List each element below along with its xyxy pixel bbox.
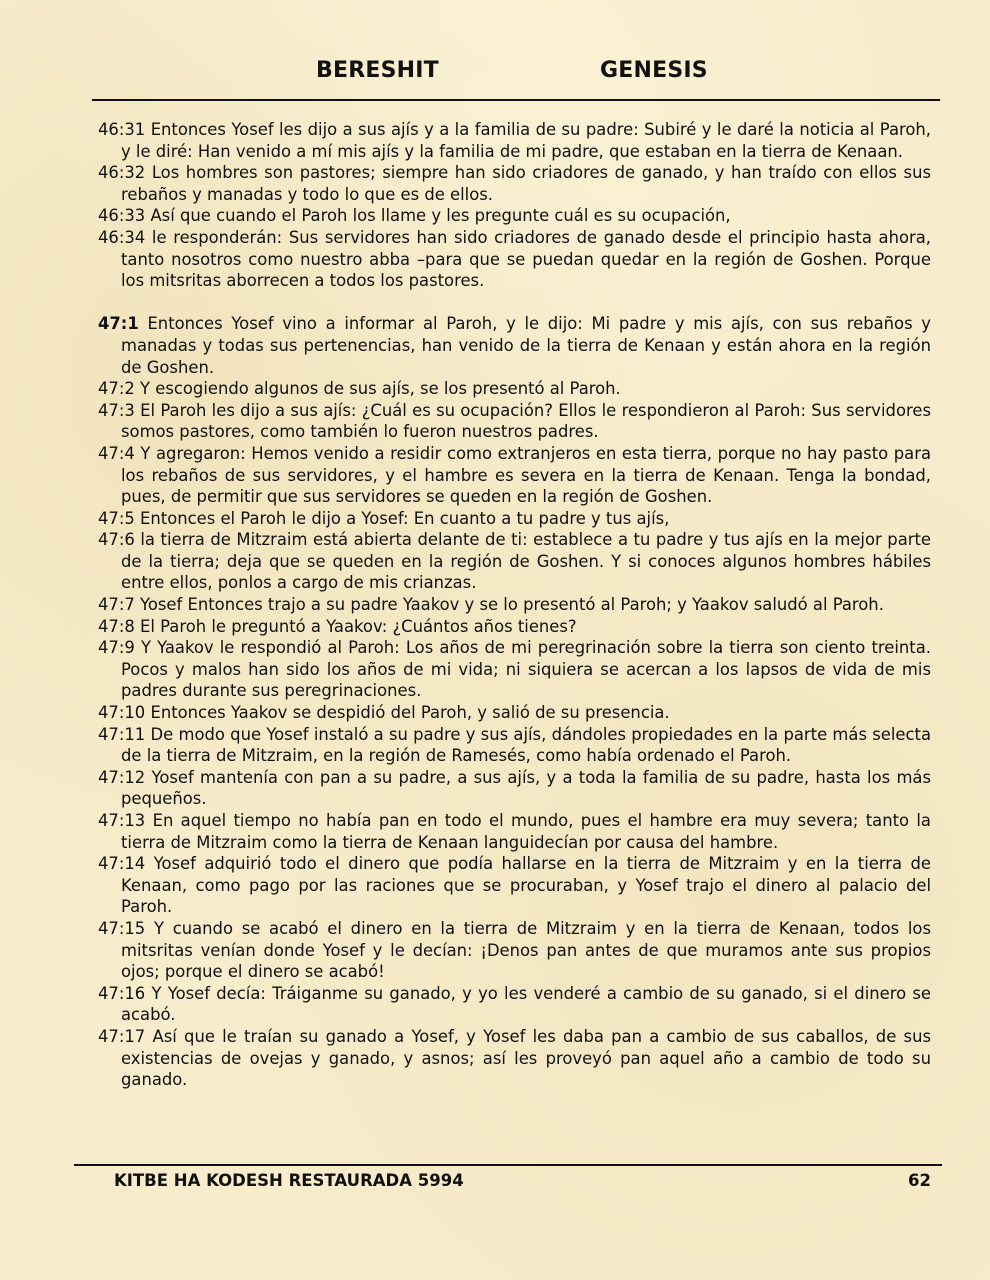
verse [98, 313, 931, 378]
verse-group-47 [98, 313, 931, 1090]
verse-text: Los hombres son pastores; siempre han sido criadores de ganado, y han traído con ellos sus rebaños y manadas y todo lo que es de ellos. [121, 163, 931, 204]
verse-text: Yosef adquirió todo el dinero que podía hallarse en la tierra de Mitzraim y en la tierra de Kenaan, como pago por las raciones que se procuraban, y Yosef trajo el dinero al palacio del Paroh. [121, 854, 931, 917]
verse-text: Y escogiendo algunos de sus ajís, se los presentó al Paroh. [140, 379, 621, 399]
verse-ref: 47:12 [98, 767, 146, 787]
verse-text: Así que le traían su ganado a Yosef, y Yosef les daba pan a cambio de sus caballos, de sus existencias de ovejas y ganado, y asnos; así les proveyó pan aquel año a cambio de todo su ganado. [121, 1026, 931, 1090]
verse-ref: 47:14 [98, 854, 146, 874]
verse-ref: 47:13 [98, 811, 146, 830]
header-right-title: GENESIS [600, 58, 708, 83]
verse-text: la tierra de Mitzraim está abierta delante de ti: establece a tu padre y tus ajís en la mejor parte de la tierra; deja que se queden en la región de Goshen. Y si conoces algunos hombres hábiles entre ellos, ponlos a cargo de mis crianzas. [121, 530, 931, 593]
verse [98, 119, 931, 162]
verse-ref: 46:31 [98, 120, 146, 139]
verse-text: Y Yaakov le respondió al Paroh: Los años de mi peregrinación sobre la tierra son ciento treinta. Pocos y malos han sido los años de mi vida; ni siquiera se acercan a los lapsos de vida de mis padres durante sus peregrinaciones. [121, 638, 931, 701]
verse-text: Y cuando se acabó el dinero en la tierra de Mitzraim y en la tierra de Kenaan, todos los mitsritas venían donde Yosef y le decían: ¡Denos pan antes de que muramos ante sus propios ojos; porque el dinero se acabó! [121, 918, 931, 982]
verse [98, 443, 931, 508]
page-header [92, 58, 940, 88]
verse-text: Entonces Yaakov se despidió del Paroh, y salió de su presencia. [150, 703, 670, 723]
verse [98, 918, 931, 983]
verse-ref: 47:11 [98, 724, 146, 744]
verse [98, 508, 931, 530]
verse [98, 378, 931, 400]
verse [98, 529, 931, 594]
verse-ref: 47:1 [98, 314, 139, 334]
verse-ref: 47:7 [98, 595, 135, 615]
verse-ref: 47:16 [98, 983, 146, 1003]
verse-text: El Paroh le preguntó a Yaakov: ¿Cuántos años tienes? [140, 616, 577, 636]
page-body [98, 119, 931, 1091]
verse-ref: 47:17 [98, 1026, 146, 1046]
verse [98, 1026, 931, 1091]
verse-ref: 47:5 [98, 508, 135, 528]
verse-ref: 47:9 [98, 638, 135, 658]
verse-text: El Paroh les dijo a sus ajís: ¿Cuál es su ocupación? Ellos le respondieron al Paroh: Sus servidores somos pastores, como también lo fueron nuestros padres. [121, 400, 931, 442]
verse [98, 594, 931, 616]
verse [98, 227, 931, 292]
footer-title: KITBE HA KODESH RESTAURADA 5994 [114, 1171, 464, 1190]
verse-ref: 47:8 [98, 616, 135, 636]
verse [98, 983, 931, 1026]
verse [98, 162, 931, 205]
verse-text: En aquel tiempo no había pan en todo el mundo, pues el hambre era muy severa; tanto la tierra de Mitzraim como la tierra de Kenaan languidecían por causa del hambre. [121, 811, 931, 852]
verse [98, 724, 931, 767]
verse-text: Entonces Yosef les dijo a sus ajís y a la familia de su padre: Subiré y le daré la noticia al Paroh, y le diré: Han venido a mí mis ajís y la familia de mi padre, que estaban en la tierra de Kenaan. [121, 120, 931, 161]
verse [98, 767, 931, 810]
verse-text: Y Yosef decía: Tráiganme su ganado, y yo les venderé a cambio de su ganado, si el dinero se acabó. [121, 983, 931, 1025]
verse [98, 810, 931, 853]
verse-text: De modo que Yosef instaló a su padre y sus ajís, dándoles propiedades en la parte más selecta de la tierra de Mitzraim, en la región de Ramesés, como había ordenado el Paroh. [121, 724, 931, 766]
verse-ref: 47:10 [98, 703, 146, 723]
verse [98, 702, 931, 724]
verse [98, 616, 931, 638]
verse-text: Yosef Entonces trajo a su padre Yaakov y se lo presentó al Paroh; y Yaakov saludó al Paroh. [140, 595, 884, 615]
paragraph-gap [98, 292, 931, 314]
verse-text: Yosef mantenía con pan a su padre, a sus ajís, y a toda la familia de su padre, hasta los más pequeños. [121, 767, 931, 809]
verse-ref: 47:2 [98, 379, 135, 399]
page-number: 62 [908, 1171, 931, 1190]
verse-group-46 [98, 119, 931, 292]
verse-ref: 46:34 [98, 227, 146, 247]
header-rule [92, 99, 940, 101]
verse [98, 205, 931, 227]
header-left-title: BERESHIT [316, 58, 439, 83]
verse-text: Así que cuando el Paroh los llame y les pregunte cuál es su ocupación, [150, 206, 731, 226]
verse-ref: 47:3 [98, 400, 135, 420]
verse-text: le responderán: Sus servidores han sido criadores de ganado desde el principio hasta ahora, tanto nosotros como nuestro abba –para que se puedan quedar en la región de Goshen. Porque los mitsritas aborrecen a todos los pastores. [121, 227, 931, 291]
footer-rule [74, 1164, 942, 1166]
verse [98, 853, 931, 918]
verse-text: Entonces el Paroh le dijo a Yosef: En cuanto a tu padre y tus ajís, [140, 508, 670, 528]
verse [98, 400, 931, 443]
verse-ref: 47:6 [98, 530, 135, 550]
verse-ref: 46:32 [98, 163, 146, 183]
verse-ref: 47:15 [98, 918, 146, 938]
verse-text: Y agregaron: Hemos venido a residir como extranjeros en esta tierra, porque no hay pasto para los rebaños de sus servidores, y el hambre es severa en la tierra de Kenaan. Tenga la bondad, pues, de permitir que sus servidores se queden en la región de Goshen. [121, 443, 931, 507]
verse [98, 637, 931, 702]
verse-text: Entonces Yosef vino a informar al Paroh, y le dijo: Mi padre y mis ajís, con sus rebaños y manadas y todas sus pertenencias, han venido de la tierra de Kenaan y están ahora en la región de Goshen. [121, 314, 931, 377]
verse-ref: 46:33 [98, 206, 146, 226]
verse-ref: 47:4 [98, 443, 135, 463]
